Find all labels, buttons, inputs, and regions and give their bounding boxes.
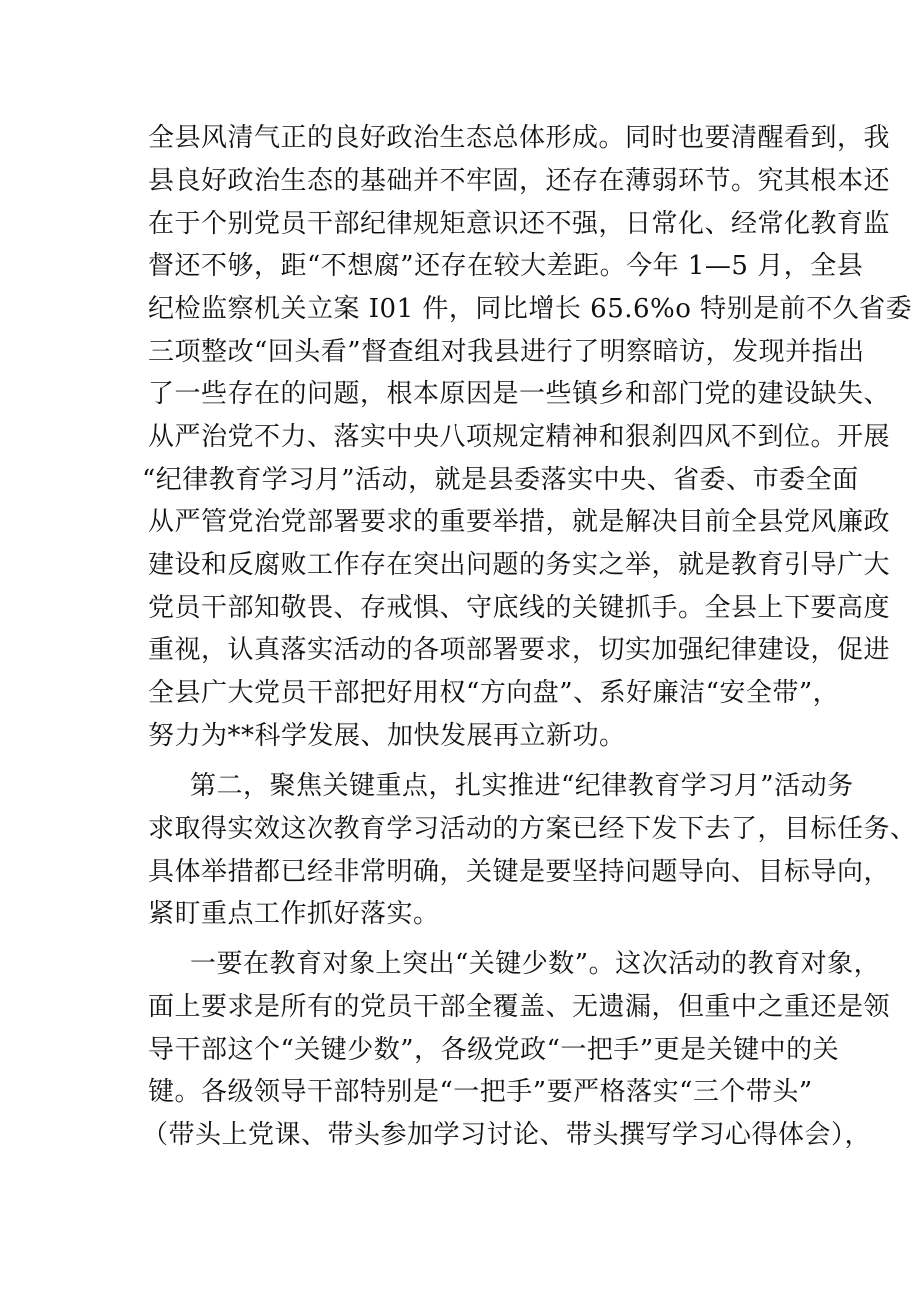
- text-line: 纪检监察机关立案 I01 件，同比增长 65.6%o 特别是前不久省委: [148, 294, 913, 324]
- text-line: 重视，认真落实活动的各项部署要求，切实加强纪律建设，促进: [148, 635, 891, 665]
- text-line: 从严治党不力、落实中央八项规定精神和狠刹四风不到位。开展: [148, 422, 891, 452]
- text-line: 导干部这个“关键少数”，各级党政“一把手”更是关键中的关: [148, 1035, 840, 1065]
- text-line: 面上要求是所有的党员干部全覆盖、无遗漏，但重中之重还是领: [148, 992, 891, 1022]
- text-line: 具体举措都已经非常明确，关键是要坚持问题导向、目标导向，: [148, 857, 891, 887]
- text-line: “纪律教育学习月”活动，就是县委落实中央、省委、市委全面: [142, 465, 859, 495]
- text-line: 了一些存在的问题，根本原因是一些镇乡和部门党的建设缺失、: [148, 379, 891, 409]
- text-line: 建设和反腐败工作存在突出问题的务实之举，就是教育引导广大: [148, 550, 891, 580]
- text-line: 督还不够，距“不想腐”还存在较大差距。今年 1—5 月，全县: [148, 251, 864, 281]
- text-line: 紧盯重点工作抓好落实。: [148, 899, 440, 929]
- paragraph-start-line: 一要在教育对象上突出“关键少数”。这次活动的教育对象，: [190, 949, 881, 979]
- text-line: （带头上党课、带头参加学习讨论、带头撰写学习心得体会），: [142, 1120, 872, 1150]
- text-line: 全县风清气正的良好政治生态总体形成。同时也要清醒看到，我: [148, 123, 891, 153]
- text-line: 从严管党治党部署要求的重要举措，就是解决目前全县党风廉政: [148, 507, 891, 537]
- text-line: 在于个别党员干部纪律规矩意识还不强，日常化、经常化教育监: [148, 209, 891, 239]
- text-line: 县良好政治生态的基础并不牢固，还存在薄弱环节。究其根本还: [148, 166, 891, 196]
- paragraph-start-line: 第二，聚焦关键重点，扎实推进“纪律教育学习月”活动务: [190, 771, 854, 801]
- text-line: 努力为**科学发展、加快发展再立新功。: [148, 721, 626, 751]
- text-line: 全县广大党员干部把好用权“方向盘”、系好廉洁“安全带”，: [148, 678, 840, 708]
- text-line: 键。各级领导干部特别是“一把手”要严格落实“三个带头”: [148, 1077, 813, 1107]
- text-line: 党员干部知敬畏、存戒惧、守底线的关键抓手。全县上下要高度: [148, 593, 891, 623]
- text-line: 三项整改“回头看”督查组对我县进行了明察暗访，发现并指出: [148, 337, 865, 367]
- text-line: 求取得实效这次教育学习活动的方案已经下发下去了，目标任务、: [148, 814, 917, 844]
